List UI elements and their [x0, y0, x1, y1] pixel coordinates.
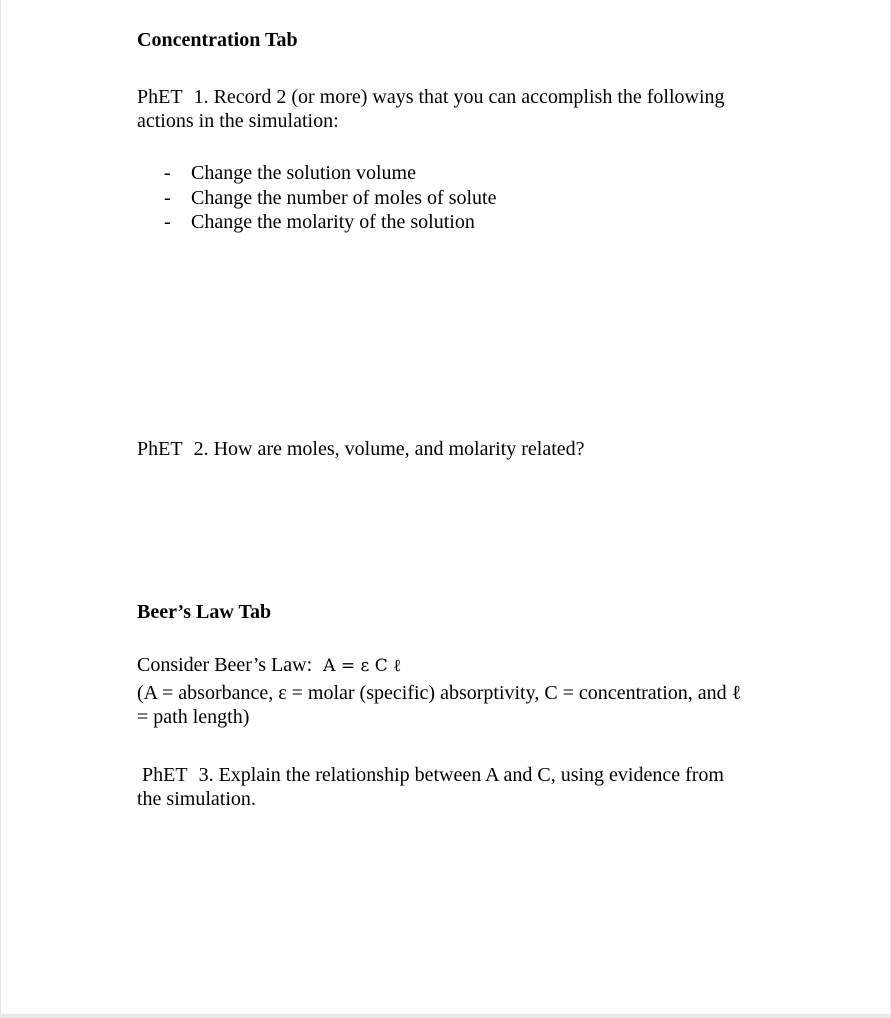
phet-tag: PhET	[137, 438, 183, 460]
bullet-dash: -	[164, 162, 171, 184]
beers-law-intro: Consider Beer’s Law:	[137, 654, 313, 676]
list-item	[137, 210, 497, 235]
beers-law-tab-heading: Beer’s Law Tab	[137, 601, 272, 623]
question-1	[137, 85, 725, 109]
list-item	[137, 186, 497, 211]
definition-line-2: = path length)	[137, 706, 250, 728]
question-3-line-2: the simulation.	[137, 788, 256, 810]
question-3	[142, 763, 724, 787]
concentration-tab-heading: Concentration Tab	[137, 29, 298, 51]
bullet-dash: -	[164, 211, 171, 233]
phet-tag: PhET	[137, 86, 183, 108]
question-2-text: 2. How are moles, volume, and molarity related?	[193, 438, 585, 460]
list-item-text: Change the solution volume	[191, 162, 416, 184]
question-2	[137, 437, 585, 461]
question-1-line-2: actions in the simulation:	[137, 110, 339, 132]
list-item-text: Change the number of moles of solute	[191, 186, 497, 209]
page-bottom-edge	[1, 1014, 890, 1018]
list-item	[137, 161, 497, 186]
bullet-dash: -	[164, 186, 171, 209]
list-item-text: Change the molarity of the solution	[191, 211, 475, 233]
question-3-line-1: 3. Explain the relationship between A and C, using evidence from	[198, 764, 724, 786]
beers-law-equation: A = ε C ℓ	[323, 656, 402, 676]
action-list	[137, 161, 497, 235]
definition-line-1: (A = absorbance, ε = molar (specific) absorptivity, C = concentration, and ℓ	[137, 682, 742, 704]
question-1-line-1: 1. Record 2 (or more) ways that you can accomplish the following	[193, 86, 725, 108]
phet-tag: PhET	[142, 764, 188, 786]
beers-law-statement	[137, 653, 401, 678]
